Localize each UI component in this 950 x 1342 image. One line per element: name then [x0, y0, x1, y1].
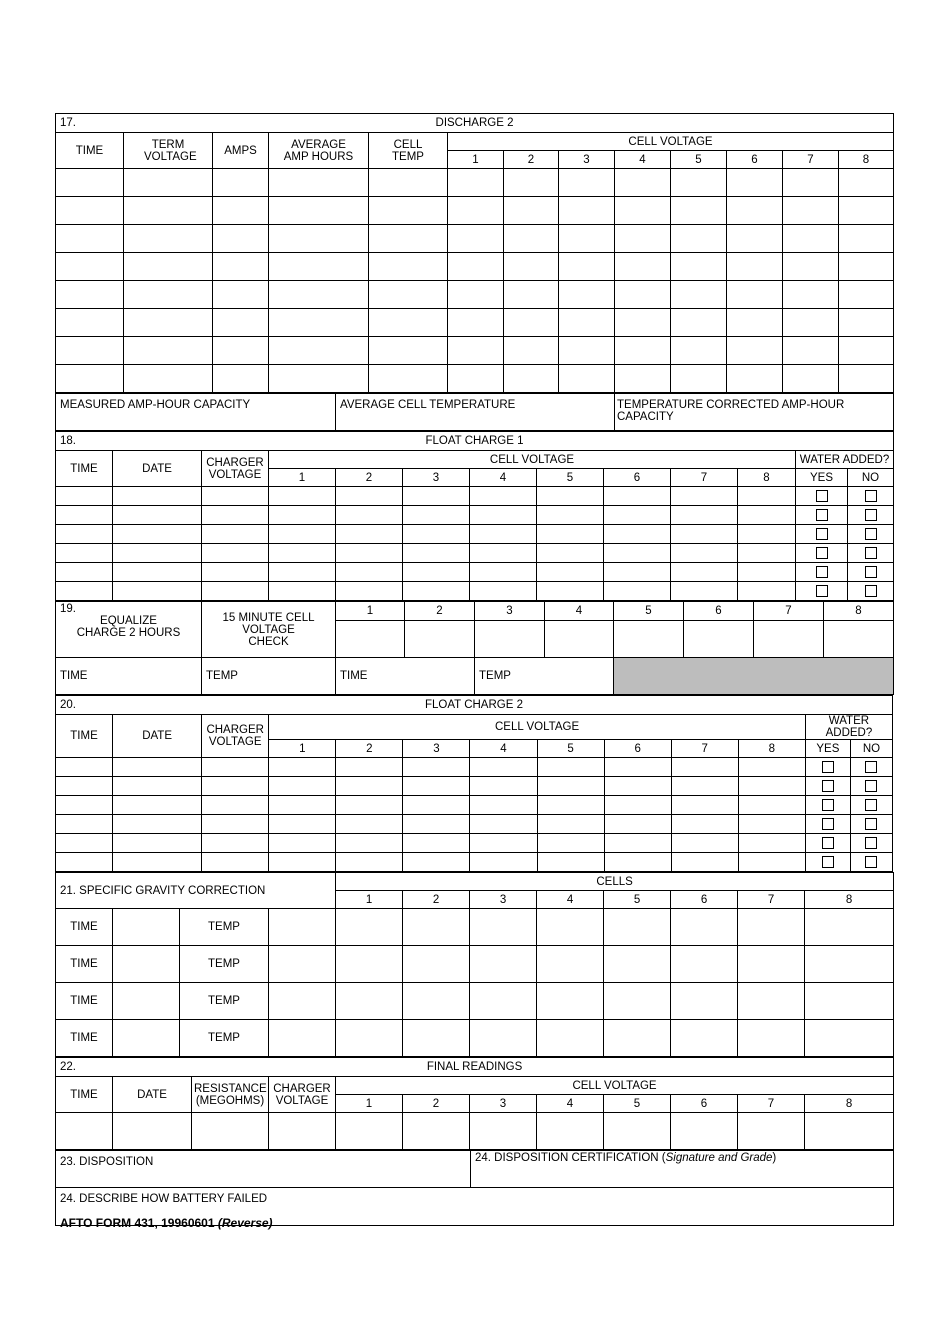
- yes-checkbox[interactable]: [816, 547, 828, 559]
- col-time: TIME: [56, 451, 113, 487]
- time-label: TIME: [56, 909, 113, 946]
- yes-checkbox[interactable]: [816, 509, 828, 521]
- certification-italic: Signature and Grade: [665, 1152, 773, 1164]
- cell-number: 7: [671, 740, 738, 758]
- table-row[interactable]: [56, 544, 894, 563]
- temp-label: TEMP: [180, 909, 269, 946]
- cell-number: 6: [604, 740, 671, 758]
- section-20-header: [56, 696, 893, 715]
- cell-number: 7: [671, 469, 738, 487]
- entry-rows: [56, 487, 894, 601]
- table-row[interactable]: [56, 309, 894, 337]
- average-cell-temperature-label: AVERAGE CELL TEMPERATURE: [340, 399, 516, 411]
- cell-number: 1: [269, 740, 336, 758]
- cell-number: 8: [839, 151, 894, 169]
- cell-number: 8: [738, 469, 796, 487]
- col-no: NO: [848, 469, 894, 487]
- table-row[interactable]: [56, 796, 893, 815]
- yes-checkbox[interactable]: [822, 818, 834, 830]
- cell-number: 4: [470, 469, 537, 487]
- yes-checkbox[interactable]: [822, 837, 834, 849]
- table-row[interactable]: [56, 169, 894, 197]
- table-row[interactable]: [56, 946, 894, 983]
- cell-number: 1: [336, 1095, 403, 1113]
- yes-checkbox[interactable]: [816, 490, 828, 502]
- cell-number: 1: [336, 602, 405, 621]
- cell-number: 7: [783, 151, 839, 169]
- disposition-certification-field[interactable]: [471, 1151, 894, 1188]
- col-yes: YES: [796, 469, 848, 487]
- cell-number: 4: [615, 151, 671, 169]
- col-time: TIME: [56, 133, 124, 169]
- table-row[interactable]: [56, 197, 894, 225]
- col-average-amp-hours: AVERAGE AMP HOURS: [269, 133, 369, 169]
- time-label: TIME: [56, 1020, 113, 1057]
- water-added-header: WATER ADDED?: [796, 451, 894, 469]
- cell-voltage-header: CELL VOLTAGE: [269, 451, 796, 469]
- time-label: TIME: [56, 983, 113, 1020]
- form-side: (Reverse): [217, 1216, 273, 1230]
- cell-number: 3: [403, 740, 470, 758]
- section-19-equalize-charge: [55, 601, 894, 695]
- cell-number: 7: [754, 602, 824, 621]
- cell-number: 5: [614, 602, 684, 621]
- time-label: TIME: [60, 670, 88, 682]
- table-row[interactable]: [56, 365, 894, 393]
- no-checkbox[interactable]: [865, 509, 877, 521]
- section-title: FLOAT CHARGE 1: [425, 435, 524, 447]
- section-title: FINAL READINGS: [426, 1061, 523, 1073]
- table-row[interactable]: [56, 281, 894, 309]
- battery-failure-label: 24. DESCRIBE HOW BATTERY FAILED: [60, 1193, 268, 1205]
- cell-number: 1: [448, 151, 504, 169]
- certification-end: ): [772, 1152, 777, 1164]
- col-charger-voltage: CHARGER VOLTAGE: [269, 1077, 336, 1113]
- section-17-discharge-2: [55, 113, 894, 393]
- cell-number: 8: [805, 1095, 894, 1113]
- table-row[interactable]: [56, 815, 893, 834]
- equalize-temp-field[interactable]: [202, 658, 336, 695]
- cell-number: 3: [470, 1095, 537, 1113]
- no-checkbox[interactable]: [865, 780, 877, 792]
- no-checkbox[interactable]: [865, 566, 877, 578]
- col-yes: YES: [805, 740, 850, 758]
- no-checkbox[interactable]: [865, 799, 877, 811]
- section-22-header: [56, 1058, 894, 1077]
- cell-number: 6: [727, 151, 783, 169]
- yes-checkbox[interactable]: [822, 799, 834, 811]
- col-time: TIME: [56, 715, 113, 758]
- cell-voltage-header: CELL VOLTAGE: [448, 133, 894, 151]
- yes-checkbox[interactable]: [816, 528, 828, 540]
- cell-number: 3: [559, 151, 615, 169]
- disposition-section: [55, 1150, 894, 1226]
- cell-number: 2: [504, 151, 559, 169]
- section-18-float-charge-1: [55, 431, 894, 601]
- table-row[interactable]: [56, 853, 893, 872]
- specific-gravity-title: 21. SPECIFIC GRAVITY CORRECTION: [56, 873, 336, 909]
- entry-rows: [56, 909, 894, 1057]
- form-id: AFTO FORM 431, 19960601: [60, 1216, 218, 1230]
- average-cell-temperature-field[interactable]: [336, 394, 615, 431]
- measured-amp-hour-capacity-field[interactable]: [56, 394, 336, 431]
- col-charger-voltage: CHARGER VOLTAGE: [202, 715, 269, 758]
- cell-number: 5: [537, 469, 604, 487]
- disposition-field[interactable]: [56, 1151, 471, 1188]
- cell-number: 2: [336, 740, 403, 758]
- cell-number: 5: [537, 740, 604, 758]
- no-checkbox[interactable]: [865, 856, 877, 868]
- cell-number: 8: [824, 602, 894, 621]
- col-charger-voltage: CHARGER VOLTAGE: [202, 451, 269, 487]
- table-row[interactable]: [56, 909, 894, 946]
- col-cell-temp: CELL TEMP: [369, 133, 448, 169]
- section-number: 19.: [60, 603, 76, 615]
- table-row[interactable]: [56, 758, 893, 777]
- cell-number: 5: [671, 151, 727, 169]
- table-row[interactable]: [56, 563, 894, 582]
- table-row[interactable]: [56, 582, 894, 601]
- cell-number: 2: [403, 891, 470, 909]
- table-row[interactable]: [56, 834, 893, 853]
- section-17-header: [56, 114, 894, 133]
- cell-number: 6: [684, 602, 754, 621]
- cell-number: 2: [336, 469, 403, 487]
- table-row[interactable]: [56, 487, 894, 506]
- measured-amp-hour-capacity-label: MEASURED AMP-HOUR CAPACITY: [60, 399, 251, 411]
- cell-number: 7: [738, 1095, 805, 1113]
- section-number: 18.: [60, 435, 76, 447]
- cell-number: 8: [805, 891, 894, 909]
- cell-number: 6: [671, 1095, 738, 1113]
- section-title: FLOAT CHARGE 2: [425, 699, 523, 711]
- equalize-time-field[interactable]: [56, 658, 202, 695]
- cell-number: 7: [738, 891, 805, 909]
- cell-number: 1: [269, 469, 336, 487]
- section-number: 20.: [60, 699, 76, 711]
- yes-checkbox[interactable]: [816, 585, 828, 597]
- yes-checkbox[interactable]: [822, 856, 834, 868]
- col-time: TIME: [56, 1077, 113, 1113]
- temp-label: TEMP: [180, 946, 269, 983]
- temperature-corrected-capacity-label: TEMPERATURE CORRECTED AMP-HOUR CAPACITY: [617, 399, 845, 423]
- no-checkbox[interactable]: [865, 818, 877, 830]
- water-added-header: WATER ADDED?: [805, 715, 892, 740]
- cell-number: 1: [336, 891, 403, 909]
- no-checkbox[interactable]: [865, 585, 877, 597]
- afto-form-431-reverse: [55, 113, 893, 1226]
- cell-number: 4: [545, 602, 614, 621]
- no-checkbox[interactable]: [865, 761, 877, 773]
- cell-number: 3: [475, 602, 545, 621]
- col-no: NO: [850, 740, 892, 758]
- form-footer: [60, 1216, 273, 1230]
- table-row[interactable]: [56, 525, 894, 544]
- table-row[interactable]: [56, 1020, 894, 1057]
- section-title: DISCHARGE 2: [435, 117, 514, 129]
- cell-number: 4: [537, 891, 604, 909]
- equalize-charge-label: EQUALIZE CHARGE 2 HOURS: [76, 615, 181, 639]
- cell-number: 6: [671, 891, 738, 909]
- no-checkbox[interactable]: [865, 547, 877, 559]
- cell-voltage-header: CELL VOLTAGE: [336, 1077, 894, 1095]
- col-date: DATE: [113, 715, 202, 758]
- check-time-field[interactable]: [336, 658, 475, 695]
- section-21-specific-gravity-correction: [55, 872, 894, 1057]
- yes-checkbox[interactable]: [816, 566, 828, 578]
- shaded-area: [614, 658, 894, 695]
- col-amps: AMPS: [213, 133, 269, 169]
- entry-rows: [56, 169, 894, 393]
- time-label: TIME: [340, 670, 368, 682]
- table-row[interactable]: [56, 225, 894, 253]
- entry-rows: [56, 758, 893, 872]
- col-date: DATE: [113, 451, 202, 487]
- col-resistance: RESISTANCE (MEGOHMS): [192, 1077, 269, 1113]
- certification-label: 24. DISPOSITION CERTIFICATION (: [475, 1152, 666, 1164]
- section-number: 17.: [60, 117, 76, 129]
- check-temp-field[interactable]: [475, 658, 614, 695]
- disposition-label: 23. DISPOSITION: [60, 1156, 154, 1168]
- no-checkbox[interactable]: [865, 837, 877, 849]
- cell-number: 8: [738, 740, 805, 758]
- cell-number: 3: [470, 891, 537, 909]
- col-term-voltage: TERM VOLTAGE: [124, 133, 213, 169]
- table-row[interactable]: [56, 506, 894, 525]
- temp-label: TEMP: [479, 670, 511, 682]
- cell-voltage-check-label: 15 MINUTE CELL VOLTAGE CHECK: [202, 602, 336, 658]
- no-checkbox[interactable]: [865, 490, 877, 502]
- cell-voltage-header: CELL VOLTAGE: [269, 715, 806, 740]
- section-17-capacity-row: [55, 393, 894, 431]
- temp-label: TEMP: [206, 670, 238, 682]
- section-22-final-readings: [55, 1057, 894, 1150]
- temperature-corrected-capacity-field[interactable]: [615, 394, 894, 431]
- cell-number: 4: [537, 1095, 604, 1113]
- table-row[interactable]: [56, 253, 894, 281]
- cell-number: 6: [604, 469, 671, 487]
- table-row[interactable]: [56, 337, 894, 365]
- table-row[interactable]: [56, 1113, 894, 1150]
- section-20-float-charge-2: [55, 695, 893, 872]
- cell-number: 2: [405, 602, 475, 621]
- cell-number: 2: [403, 1095, 470, 1113]
- section-18-header: [56, 432, 894, 451]
- equalize-charge-cell: [56, 602, 202, 658]
- section-number: 22.: [60, 1061, 76, 1073]
- time-label: TIME: [56, 946, 113, 983]
- table-row[interactable]: [56, 983, 894, 1020]
- table-row[interactable]: [56, 777, 893, 796]
- cell-number: 4: [470, 740, 537, 758]
- yes-checkbox[interactable]: [822, 761, 834, 773]
- no-checkbox[interactable]: [865, 528, 877, 540]
- yes-checkbox[interactable]: [822, 780, 834, 792]
- cell-number: 5: [604, 891, 671, 909]
- cell-number: 3: [403, 469, 470, 487]
- cells-header: CELLS: [336, 873, 894, 891]
- col-date: DATE: [113, 1077, 192, 1113]
- cell-number: 5: [604, 1095, 671, 1113]
- temp-label: TEMP: [180, 1020, 269, 1057]
- temp-label: TEMP: [180, 983, 269, 1020]
